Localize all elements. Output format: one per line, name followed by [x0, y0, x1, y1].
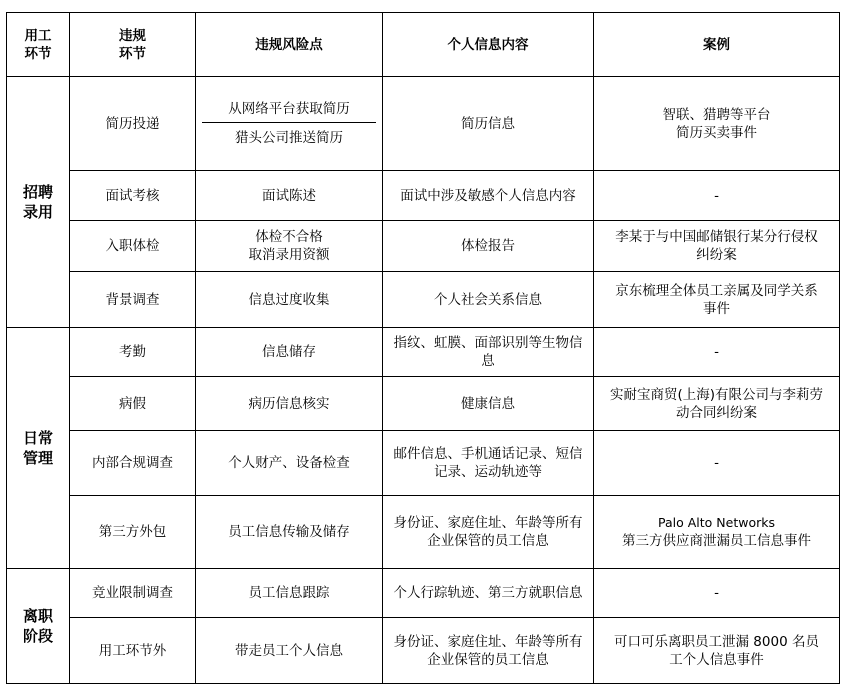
header-violation-stage: 违规 环节: [70, 13, 196, 77]
risk-cell: 信息过度收集: [196, 272, 383, 328]
risk-cell: 从网络平台获取简历: [202, 95, 376, 123]
info-cell: 邮件信息、手机通话记录、短信 记录、运动轨迹等: [383, 431, 594, 496]
phase-resignation: 离职 阶段: [7, 569, 70, 684]
info-cell: 指纹、虹膜、面部识别等生物信 息: [383, 328, 594, 377]
personal-info-risk-table: [6, 12, 840, 684]
table-row: [7, 171, 840, 221]
info-cell: 个人行踪轨迹、第三方就职信息: [383, 569, 594, 618]
stage-cell: 考勤: [70, 328, 196, 377]
table-row: [7, 618, 840, 684]
case-cell: 可口可乐离职员工泄漏 8000 名员 工个人信息事件: [594, 618, 840, 684]
info-cell: 身份证、家庭住址、年龄等所有 企业保管的员工信息: [383, 618, 594, 684]
info-cell: 身份证、家庭住址、年龄等所有 企业保管的员工信息: [383, 496, 594, 569]
risk-cell: 带走员工个人信息: [196, 618, 383, 684]
case-cell: 李某于与中国邮储银行某分行侵权 纠纷案: [594, 221, 840, 272]
stage-cell: 用工环节外: [70, 618, 196, 684]
risk-cell: 猎头公司推送简历: [235, 129, 343, 146]
case-company-name: Palo Alto Networks: [658, 515, 775, 530]
stage-cell: 背景调查: [70, 272, 196, 328]
stage-cell: 内部合规调查: [70, 431, 196, 496]
header-employment-phase: 用工 环节: [7, 13, 70, 77]
risk-cell: 病历信息核实: [196, 377, 383, 431]
header-row: [7, 13, 840, 77]
case-cell: -: [594, 171, 840, 221]
case-cell: -: [594, 328, 840, 377]
stage-cell: 病假: [70, 377, 196, 431]
stage-cell: 面试考核: [70, 171, 196, 221]
info-cell: 面试中涉及敏感个人信息内容: [383, 171, 594, 221]
table-row: [7, 431, 840, 496]
phase-daily-management: 日常 管理: [7, 328, 70, 569]
table-row: [7, 221, 840, 272]
info-cell: 简历信息: [383, 77, 594, 171]
case-description: 第三方供应商泄漏员工信息事件: [622, 533, 811, 549]
info-cell: 个人社会关系信息: [383, 272, 594, 328]
case-cell: -: [594, 431, 840, 496]
header-personal-info: 个人信息内容: [383, 13, 594, 77]
table-row: [7, 377, 840, 431]
stage-cell: 第三方外包: [70, 496, 196, 569]
header-case: 案例: [594, 13, 840, 77]
case-cell: 京东梳理全体员工亲属及同学关系 事件: [594, 272, 840, 328]
risk-cell: 个人财产、设备检查: [196, 431, 383, 496]
case-cell: 智联、猎聘等平台 简历买卖事件: [594, 77, 840, 171]
stage-cell: 竞业限制调查: [70, 569, 196, 618]
risk-cell-split: [196, 77, 383, 171]
table-row: [7, 569, 840, 618]
phase-recruitment: 招聘 录用: [7, 77, 70, 328]
risk-cell: 信息储存: [196, 328, 383, 377]
case-cell: 实耐宝商贸(上海)有限公司与李莉劳 动合同纠纷案: [594, 377, 840, 431]
header-risk-point: 违规风险点: [196, 13, 383, 77]
info-cell: 体检报告: [383, 221, 594, 272]
table-row: [7, 77, 840, 171]
table-row: [7, 272, 840, 328]
table-row: [7, 496, 840, 569]
risk-cell: 体检不合格 取消录用资额: [196, 221, 383, 272]
stage-cell: 入职体检: [70, 221, 196, 272]
case-cell: [594, 496, 840, 569]
stage-cell: 简历投递: [70, 77, 196, 171]
risk-cell: 员工信息跟踪: [196, 569, 383, 618]
risk-cell: 面试陈述: [196, 171, 383, 221]
table-row: [7, 328, 840, 377]
case-cell: -: [594, 569, 840, 618]
info-cell: 健康信息: [383, 377, 594, 431]
risk-cell: 员工信息传输及储存: [196, 496, 383, 569]
